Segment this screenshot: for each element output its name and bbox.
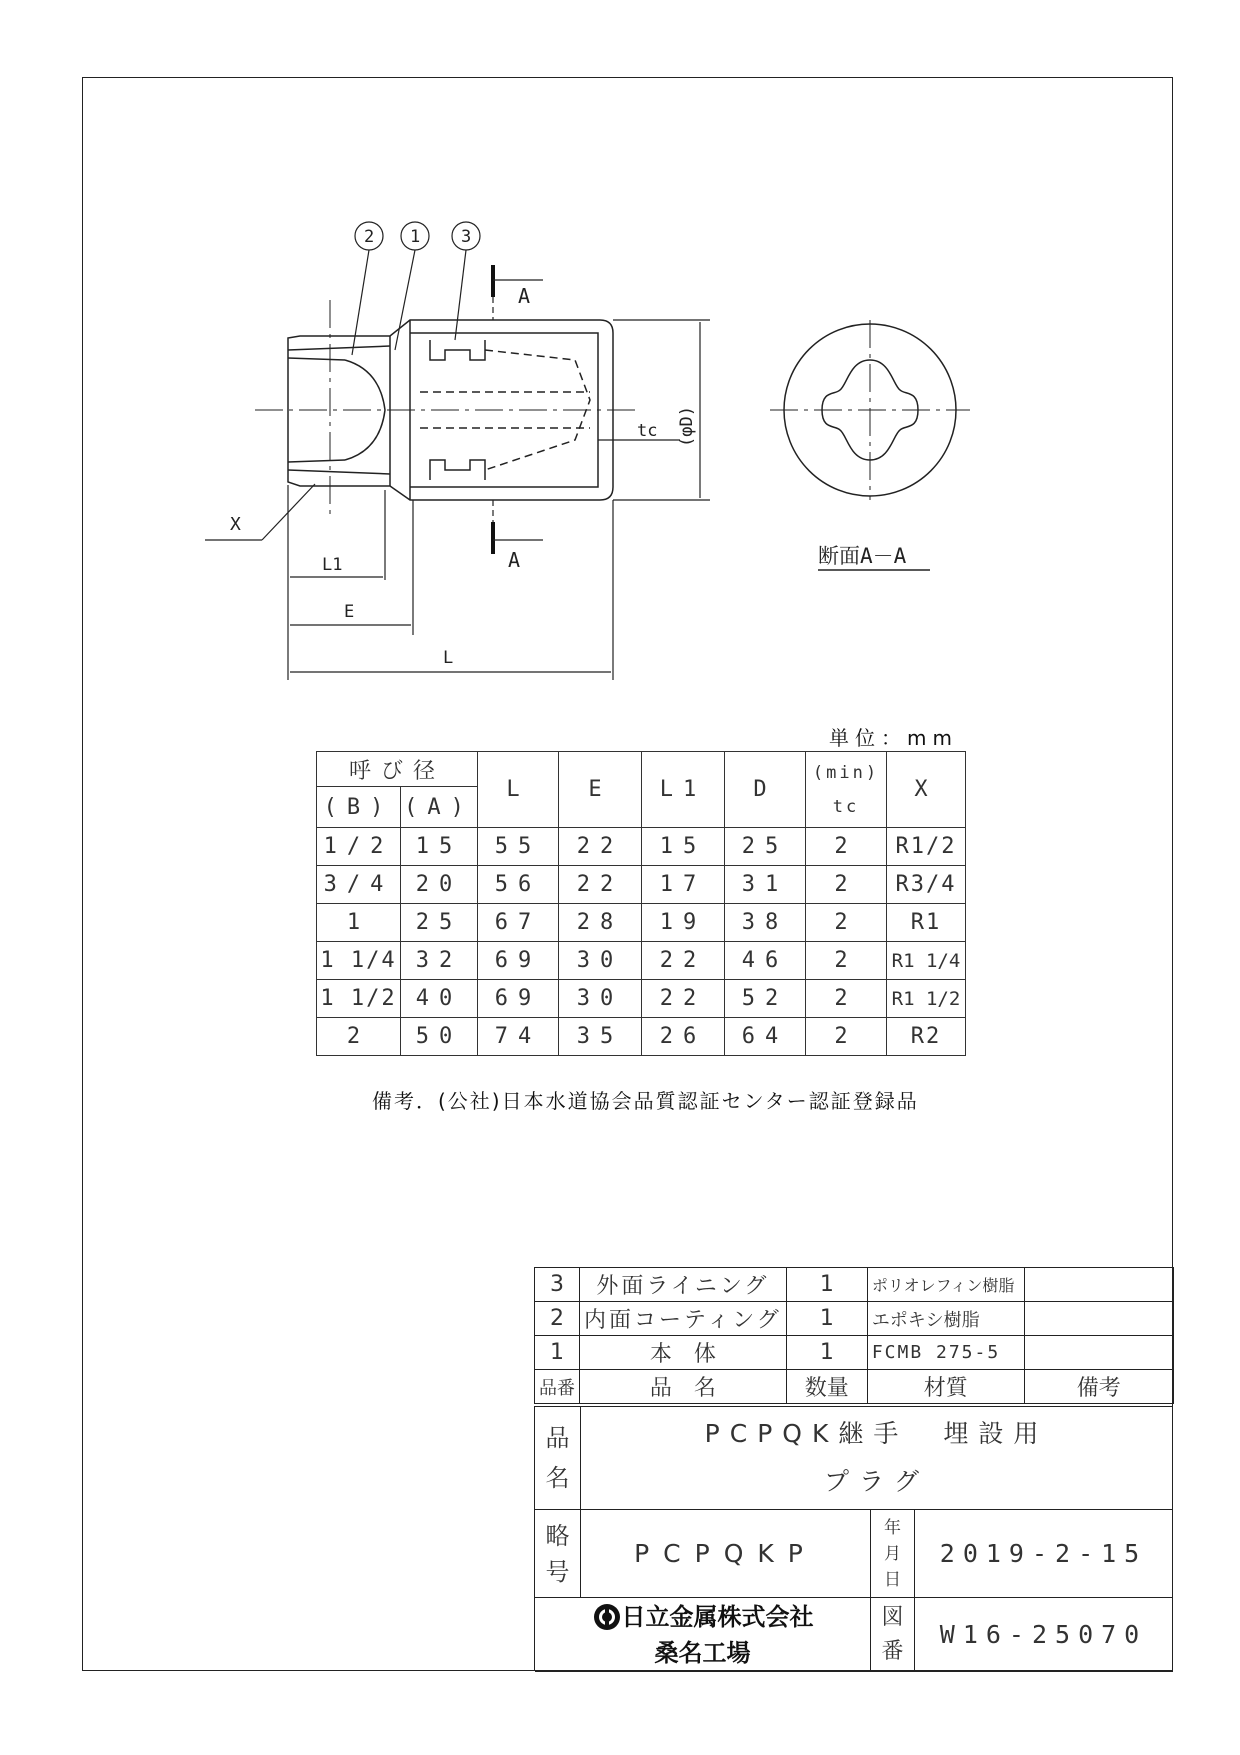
part-no: 2	[535, 1302, 580, 1336]
cell-d: 31	[725, 866, 806, 904]
cell-b: 3/4	[317, 866, 401, 904]
part-qty: 1	[786, 1302, 867, 1336]
header-l1: L1	[642, 752, 725, 828]
cell-d: 38	[725, 904, 806, 942]
header-tc-top: (min)	[812, 762, 880, 783]
cell-e: 22	[559, 866, 642, 904]
remarks-note: 備考．(公社)日本水道協会品質認証センター認証登録品	[372, 1089, 919, 1113]
cell-x: R1 1/2	[887, 980, 966, 1018]
cell-x: R1 1/4	[887, 942, 966, 980]
company-logo-icon	[592, 1602, 622, 1632]
parts-row	[535, 1268, 1174, 1302]
header-material: 材質	[867, 1370, 1024, 1404]
drawing-number: W16-25070	[915, 1598, 1173, 1672]
part-material: FCMB 275-5	[867, 1336, 1024, 1370]
section-mark-label-bottom: A	[508, 548, 521, 572]
cell-l1: 22	[642, 980, 725, 1018]
product-name	[581, 1407, 1173, 1510]
header-b: (B)	[317, 787, 401, 828]
dim-e-label: E	[344, 602, 355, 622]
header-x: X	[887, 752, 966, 828]
cell-l1: 15	[642, 828, 725, 866]
balloon-2-label: 2	[364, 227, 375, 247]
part-no: 3	[535, 1268, 580, 1302]
table-row	[317, 828, 966, 866]
part-remarks	[1024, 1336, 1173, 1370]
part-name: 本 体	[580, 1336, 787, 1370]
label-char: 略	[545, 1521, 570, 1550]
header-qty: 数量	[786, 1370, 867, 1404]
cell-l1: 26	[642, 1018, 725, 1056]
table-row	[317, 980, 966, 1018]
table-row	[317, 1018, 966, 1056]
label-char: 図	[881, 1604, 904, 1630]
cell-l1: 22	[642, 942, 725, 980]
cell-l: 74	[478, 1018, 559, 1056]
header-e: E	[559, 752, 642, 828]
section-mark-label-top: A	[518, 284, 531, 308]
cell-tc: 2	[806, 866, 887, 904]
cell-a: 15	[401, 828, 478, 866]
cell-b: 1 1/2	[317, 980, 401, 1018]
part-remarks	[1024, 1268, 1173, 1302]
label-char: 品	[545, 1424, 570, 1452]
header-part-no: 品番	[535, 1370, 580, 1404]
parts-header-row	[535, 1370, 1174, 1404]
cell-d: 25	[725, 828, 806, 866]
cell-d: 52	[725, 980, 806, 1018]
code-label	[535, 1510, 581, 1598]
label-char: 年	[884, 1517, 901, 1538]
dim-x-label: X	[230, 514, 241, 535]
cell-l: 69	[478, 942, 559, 980]
cell-tc: 2	[806, 942, 887, 980]
cell-e: 22	[559, 828, 642, 866]
title-block	[534, 1406, 1173, 1671]
cell-tc: 2	[806, 904, 887, 942]
cell-l: 67	[478, 904, 559, 942]
product-code: PCPQKP	[581, 1510, 871, 1598]
part-qty: 1	[786, 1336, 867, 1370]
header-l: L	[478, 752, 559, 828]
date-label	[871, 1510, 915, 1598]
part-remarks	[1024, 1302, 1173, 1336]
cell-l1: 19	[642, 904, 725, 942]
table-row	[317, 866, 966, 904]
product-name-label	[535, 1407, 581, 1510]
cell-x: R3/4	[887, 866, 966, 904]
label-char: 名	[545, 1464, 570, 1492]
cell-x: R2	[887, 1018, 966, 1056]
parts-row	[535, 1302, 1174, 1336]
cell-e: 30	[559, 942, 642, 980]
balloon-3-label: 3	[461, 227, 472, 247]
dim-phid-label: (φD)	[677, 406, 697, 447]
cell-a: 20	[401, 866, 478, 904]
upper-groove	[430, 340, 485, 360]
cell-l: 56	[478, 866, 559, 904]
dim-l-label: L	[443, 648, 454, 668]
drawing-no-label	[871, 1598, 915, 1672]
part-name: 外面ライニング	[580, 1268, 787, 1302]
label-char: 日	[884, 1569, 901, 1590]
unit-label: 単位：mm	[829, 726, 958, 750]
cell-a: 25	[401, 904, 478, 942]
parts-row	[535, 1336, 1174, 1370]
cell-a: 50	[401, 1018, 478, 1056]
cell-b: 1	[317, 904, 401, 942]
cell-tc: 2	[806, 980, 887, 1018]
cell-l: 69	[478, 980, 559, 1018]
label-char: 号	[545, 1557, 570, 1586]
cell-e: 35	[559, 1018, 642, 1056]
cell-tc: 2	[806, 1018, 887, 1056]
header-nominal: 呼び径	[317, 752, 478, 787]
product-name-line2: プラグ	[823, 1467, 929, 1496]
header-remarks: 備考	[1024, 1370, 1173, 1404]
date-value: 2019-2-15	[915, 1510, 1173, 1598]
dim-tc-label: tc	[637, 421, 658, 441]
cell-l: 55	[478, 828, 559, 866]
part-material: エポキシ樹脂	[867, 1302, 1024, 1336]
cell-e: 30	[559, 980, 642, 1018]
parts-list	[534, 1267, 1174, 1404]
header-tc-bottom: tc	[832, 796, 860, 817]
cell-tc: 2	[806, 828, 887, 866]
cell-b: 2	[317, 1018, 401, 1056]
table-row	[317, 904, 966, 942]
company-name: 日立金属株式会社	[621, 1602, 814, 1631]
cell-x: R1	[887, 904, 966, 942]
product-name-line1: PCPQK継手 埋設用	[704, 1419, 1049, 1448]
section-title: 断面A－A	[818, 544, 907, 568]
dimension-table	[316, 751, 966, 1056]
cell-b: 1/2	[317, 828, 401, 866]
header-a: (A)	[401, 787, 478, 828]
factory-name: 桑名工場	[654, 1638, 751, 1667]
cell-x: R1/2	[887, 828, 966, 866]
cell-d: 46	[725, 942, 806, 980]
part-material: ポリオレフィン樹脂	[867, 1268, 1024, 1302]
header-tc	[806, 752, 887, 828]
part-no: 1	[535, 1336, 580, 1370]
table-row	[317, 942, 966, 980]
cell-d: 64	[725, 1018, 806, 1056]
label-char: 番	[881, 1638, 904, 1664]
cell-a: 32	[401, 942, 478, 980]
cell-e: 28	[559, 904, 642, 942]
cell-a: 40	[401, 980, 478, 1018]
part-qty: 1	[786, 1268, 867, 1302]
part-name: 内面コーティング	[580, 1302, 787, 1336]
label-char: 月	[884, 1543, 901, 1564]
header-part-name: 品 名	[580, 1370, 787, 1404]
dim-l1-label: L1	[322, 555, 343, 575]
header-d: D	[725, 752, 806, 828]
cell-b: 1 1/4	[317, 942, 401, 980]
lower-groove	[430, 460, 485, 480]
company-block	[535, 1598, 871, 1672]
cell-l1: 17	[642, 866, 725, 904]
balloon-1-label: 1	[410, 227, 421, 247]
